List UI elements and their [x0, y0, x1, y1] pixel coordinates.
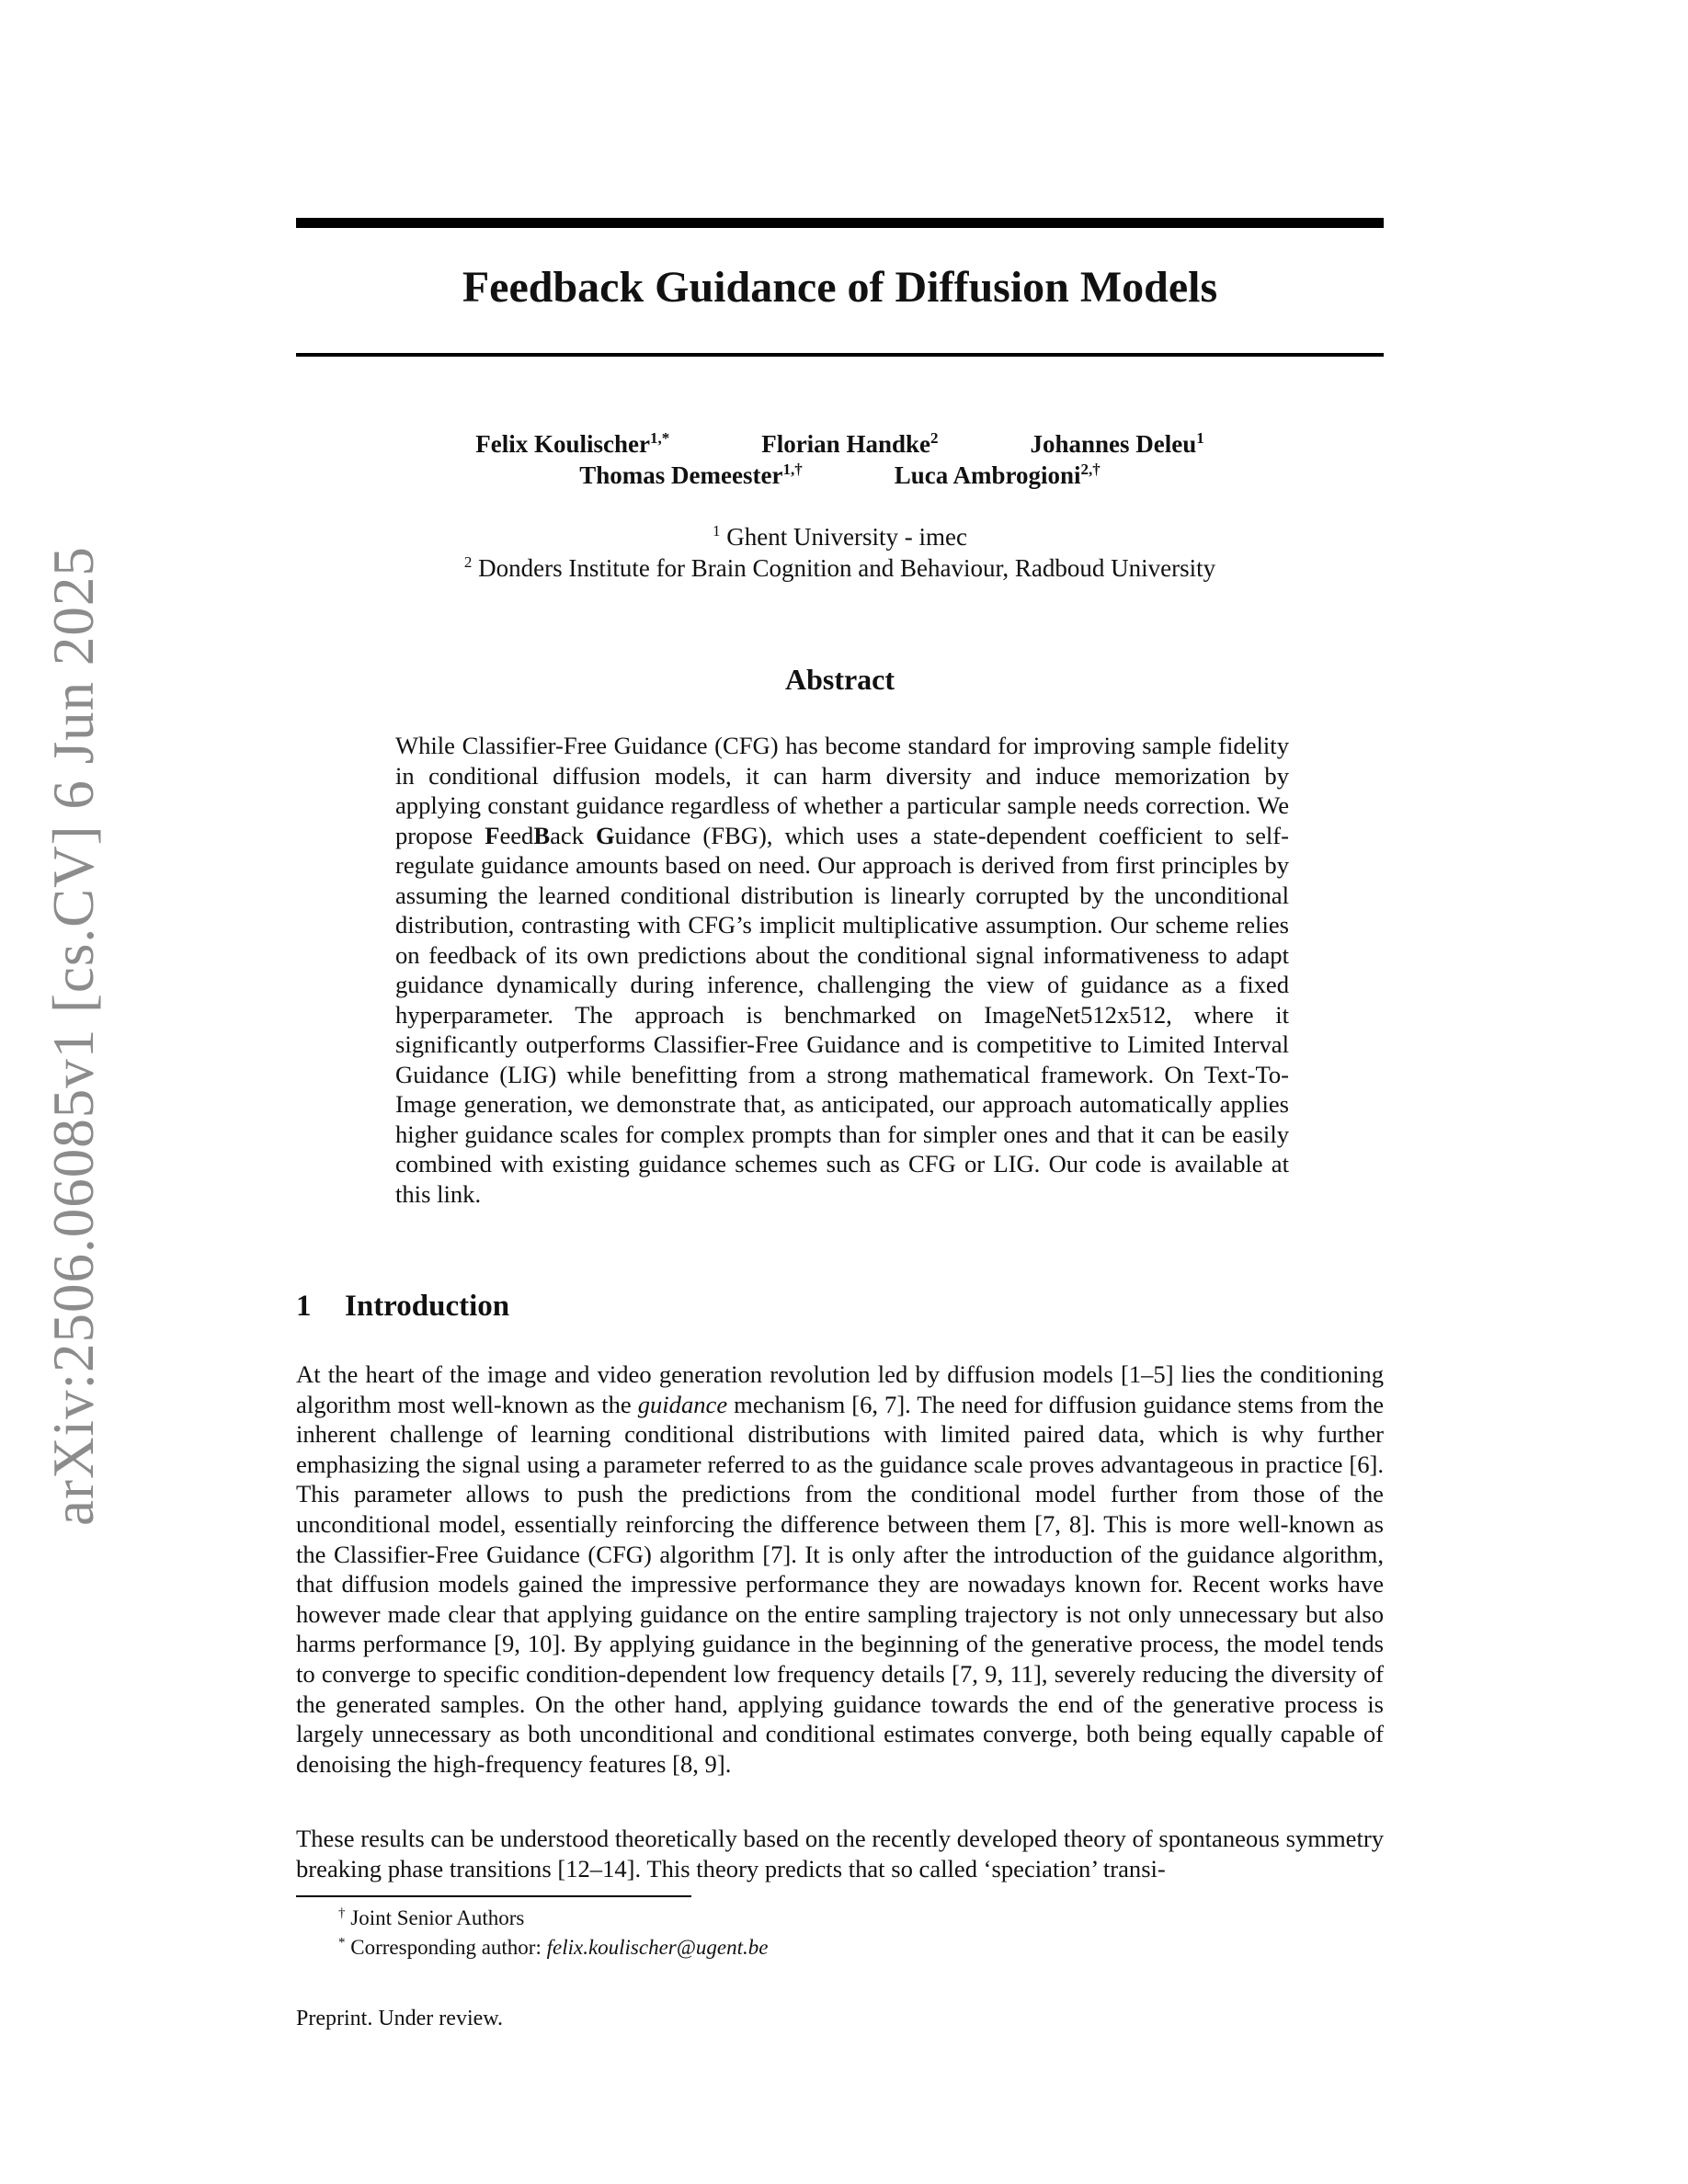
paragraph-text: mechanism [6, 7]. The need for diffusion guidance stems from the inherent challenge of learning conditional distributions with limited paired data, which is why further emphasizing the signal using a parameter referred to as the guidance scale proves advantageous in practice [6]. This parameter allows to push the predictions from the conditional model further from those of the unconditional model, essentially reinforcing the difference between them [7, 8]. This is more well-known as the Classifier-Free Guidance (CFG) algorithm [7]. It is only after the introduction of the guidance algorithm, that diffusion models gained the impressive performance they are nowadays known for. Recent works have however made clear that applying guidance on the entire sampling trajectory is not only unnecessary but also harms performance [9, 10]. By applying guidance in the beginning of the generative process, the model tends to converge to specific condition-dependent low frequency details [7, 9, 11], severely reducing the diversity of the generated samples. On the other hand, applying guidance towards the end of the generative process is largely unnecessary as both unconditional and conditional estimates converge, both being equally capable of denoising the high-frequency features [8, 9]. — [296, 1390, 1384, 1778]
footnote-text: Joint Senior Authors — [350, 1906, 525, 1929]
fbg-text: eed — [499, 821, 534, 849]
email-link[interactable]: felix.koulischer@ugent.be — [546, 1936, 769, 1959]
author-handke — [761, 428, 938, 460]
fbg-acronym-letter: B — [533, 821, 551, 849]
abstract-text: . — [474, 1179, 482, 1208]
paragraph-text: At the heart of the image and video generation revolution led by diffusion models [1–5] lies the conditioning algorithm most well-known as the — [296, 1360, 1384, 1418]
affiliation-marker: 2 — [463, 553, 473, 571]
author-block — [296, 428, 1384, 491]
author-koulischer — [475, 428, 669, 460]
affiliations — [296, 521, 1384, 584]
preprint-notice: Preprint. Under review. — [296, 2007, 504, 2030]
fbg-text: ack — [550, 821, 596, 849]
author-row-2 — [296, 460, 1384, 491]
section-heading-introduction — [296, 1290, 509, 1324]
arxiv-identifier: arXiv:2506.06085v1 [cs.CV] 6 Jun 2025 — [41, 546, 106, 1526]
abstract-text: (FBG), which uses a state-dependent coefficient to self-regulate guidance amounts based on need. Our approach is derived from first principles by assuming the learned conditional distribution is linearly corrupted by the unconditional distribution, contrasting with CFG’s implicit multiplicative assumption. Our scheme relies on feedback of its own predictions about the conditional signal informativeness to adapt guidance dynamically during inference, challenging the view of guidance as a fixed hyperparameter. The approach is benchmarked on ImageNet512x512, where it significantly outperforms Classifier-Free Guidance and is competitive to Limited Interval Guidance (LIG) while benefitting from a strong mathematical framework. On Text-To-Image generation, we demonstrate that, as anticipated, our approach automatically applies higher guidance scales for complex prompts than for simpler ones and that it can be easily combined with existing guidance schemes such as CFG or LIG. Our code is available at — [395, 821, 1289, 1177]
author-affil-marker: 1 — [1196, 429, 1204, 447]
author-demeester — [579, 460, 802, 491]
affiliation-1 — [296, 521, 1384, 552]
author-name: Felix Koulischer — [475, 430, 650, 458]
code-link[interactable]: this link — [395, 1179, 475, 1208]
author-deleu — [1030, 428, 1203, 460]
footnote-rule — [296, 1895, 691, 1897]
abstract-body — [395, 731, 1289, 1209]
author-name: Florian Handke — [761, 430, 930, 458]
affiliation-text: Ghent University - imec — [726, 523, 967, 551]
section-title: Introduction — [345, 1290, 510, 1323]
footnote-marker: † — [338, 1905, 346, 1921]
fbg-text: uidance — [614, 821, 691, 849]
author-affil-marker: 2,† — [1080, 461, 1101, 478]
author-affil-marker: 1,† — [782, 461, 803, 478]
title-bottom-rule — [296, 353, 1384, 357]
author-ambrogioni — [895, 460, 1101, 491]
abstract-heading: Abstract — [784, 663, 895, 696]
emphasized-term: guidance — [637, 1390, 728, 1418]
author-name: Luca Ambrogioni — [894, 461, 1081, 489]
footnotes — [338, 1904, 768, 1962]
author-affil-marker: 2 — [930, 429, 939, 447]
intro-paragraph-2: These results can be understood theoretically based on the recently developed theory of spontaneous symmetry breaking phase transitions [12–14]. This theory predicts that so called ‘speciation’ transi- — [296, 1825, 1384, 1883]
author-name: Johannes Deleu — [1030, 430, 1197, 458]
footnote-marker: * — [338, 1935, 346, 1951]
fbg-acronym-letter: F — [485, 821, 500, 849]
affiliation-2 — [296, 552, 1384, 584]
footnote-corresponding — [338, 1933, 768, 1962]
fbg-acronym-letter: G — [595, 821, 615, 849]
footnote-joint-senior — [338, 1904, 768, 1933]
title-top-rule — [296, 218, 1384, 228]
author-affil-marker: 1,* — [649, 429, 670, 447]
abstract-text: While Classifier-Free Guidance (CFG) has become standard for improving sample fidelity in conditional diffusion models, it can harm diversity and induce memorization by applying constant guidance regardless of whether a particular sample needs correction. We propose — [395, 732, 1289, 849]
paper-title: Feedback Guidance of Diffusion Models — [462, 263, 1218, 312]
author-name: Thomas Demeester — [579, 461, 783, 489]
intro-paragraph-1 — [296, 1359, 1384, 1779]
affiliation-text: Donders Institute for Brain Cognition and Behaviour, Radboud University — [478, 554, 1216, 582]
section-number: 1 — [296, 1290, 312, 1323]
affiliation-marker: 1 — [713, 522, 721, 540]
footnote-text: Corresponding author: — [350, 1936, 547, 1959]
author-row-1 — [296, 428, 1384, 460]
